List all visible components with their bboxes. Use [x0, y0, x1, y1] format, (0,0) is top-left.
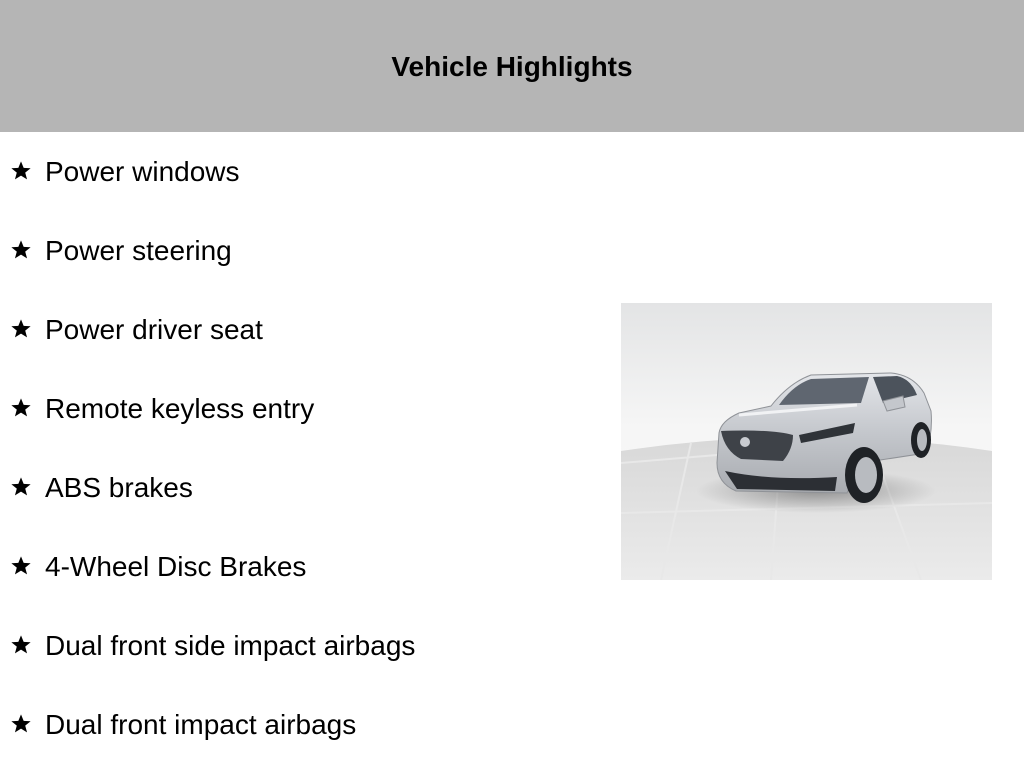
page-title: Vehicle Highlights: [391, 51, 633, 82]
feature-item-front-airbags: [0, 705, 600, 745]
star-icon: [10, 239, 32, 261]
feature-item-remote-keyless-entry: [0, 389, 600, 429]
feature-label: Power driver seat: [45, 314, 263, 345]
vehicle-photo: [621, 303, 992, 580]
feature-label: Power steering: [45, 235, 232, 266]
star-icon: [10, 555, 32, 577]
feature-label: Dual front impact airbags: [45, 709, 357, 740]
feature-item-abs-brakes: [0, 468, 600, 508]
vehicle-photo-illustration: [621, 303, 992, 580]
feature-label: 4-Wheel Disc Brakes: [45, 551, 307, 582]
star-icon: [10, 476, 32, 498]
feature-label: Power windows: [45, 156, 240, 187]
star-icon: [10, 318, 32, 340]
star-icon: [10, 397, 32, 419]
star-icon: [10, 713, 32, 735]
feature-item-side-airbags: [0, 626, 600, 666]
feature-label: Dual front side impact airbags: [45, 630, 416, 661]
feature-item-power-windows: [0, 152, 600, 192]
feature-label: Remote keyless entry: [45, 393, 315, 424]
star-icon: [10, 160, 32, 182]
star-icon: [10, 634, 32, 656]
feature-label: ABS brakes: [45, 472, 193, 503]
feature-item-power-steering: [0, 231, 600, 271]
feature-item-power-driver-seat: [0, 310, 600, 350]
header-bar: [0, 0, 1024, 132]
feature-item-disc-brakes: [0, 547, 600, 587]
